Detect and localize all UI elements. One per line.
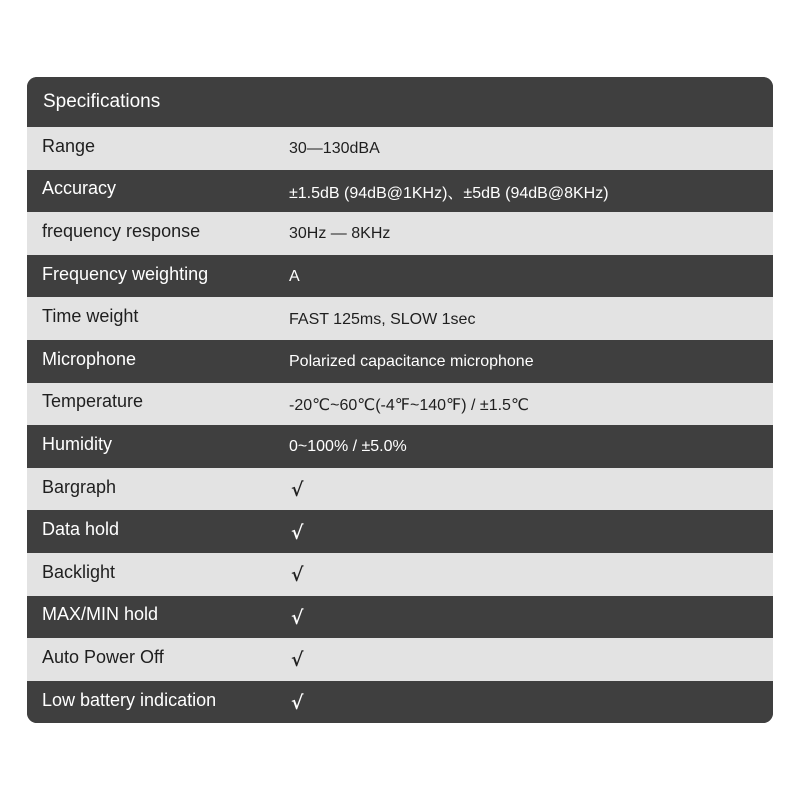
table-row	[27, 255, 773, 298]
table-row	[27, 596, 773, 639]
spec-value: 30Hz — 8KHz	[289, 225, 391, 243]
table-row	[27, 212, 773, 255]
spec-label: Microphone	[42, 348, 137, 369]
spec-label: Backlight	[42, 561, 116, 582]
spec-label: Temperature	[42, 391, 144, 412]
checkmark-icon: √	[291, 564, 304, 587]
spec-value: A	[289, 268, 300, 286]
table-row	[27, 127, 773, 170]
checkmark-icon: √	[291, 521, 304, 544]
spec-label: Accuracy	[42, 178, 117, 199]
spec-value: Polarized capacitance microphone	[289, 353, 534, 371]
spec-label: Low battery indication	[42, 689, 217, 710]
spec-label: Auto Power Off	[42, 646, 164, 667]
spec-value: ±1.5dB (94dB@1KHz)、±5dB (94dB@8KHz)	[289, 185, 609, 203]
table-row	[27, 510, 773, 553]
table-row	[27, 170, 773, 213]
table-row	[27, 340, 773, 383]
specifications-table	[27, 77, 773, 723]
table-row	[27, 383, 773, 426]
spec-value: -20℃~60℃(-4℉~140℉) / ±1.5℃	[289, 396, 529, 414]
spec-value	[289, 479, 773, 501]
spec-label: Range	[42, 135, 96, 156]
table-title: Specifications	[27, 77, 773, 127]
spec-value	[289, 607, 773, 629]
spec-label: frequency response	[42, 220, 201, 241]
spec-value	[289, 649, 773, 671]
table-row	[27, 297, 773, 340]
spec-label: Time weight	[42, 306, 139, 327]
spec-rows	[27, 127, 773, 723]
checkmark-icon: √	[291, 692, 304, 715]
spec-value	[289, 564, 773, 586]
table-row	[27, 638, 773, 681]
checkmark-icon: √	[291, 649, 304, 672]
table-row	[27, 681, 773, 723]
table-row	[27, 468, 773, 511]
table-row	[27, 553, 773, 596]
table-row	[27, 425, 773, 468]
spec-value	[289, 522, 773, 544]
spec-label: Frequency weighting	[42, 263, 209, 284]
spec-value: 0~100% / ±5.0%	[289, 438, 407, 456]
spec-value: FAST 125ms, SLOW 1sec	[289, 310, 476, 328]
spec-value	[289, 692, 773, 714]
spec-label: Humidity	[42, 433, 113, 454]
checkmark-icon: √	[291, 479, 304, 502]
spec-label: Bargraph	[42, 476, 117, 497]
checkmark-icon: √	[291, 606, 304, 629]
spec-label: MAX/MIN hold	[42, 604, 159, 625]
spec-label: Data hold	[42, 519, 120, 540]
spec-value: 30—130dBA	[289, 140, 380, 158]
